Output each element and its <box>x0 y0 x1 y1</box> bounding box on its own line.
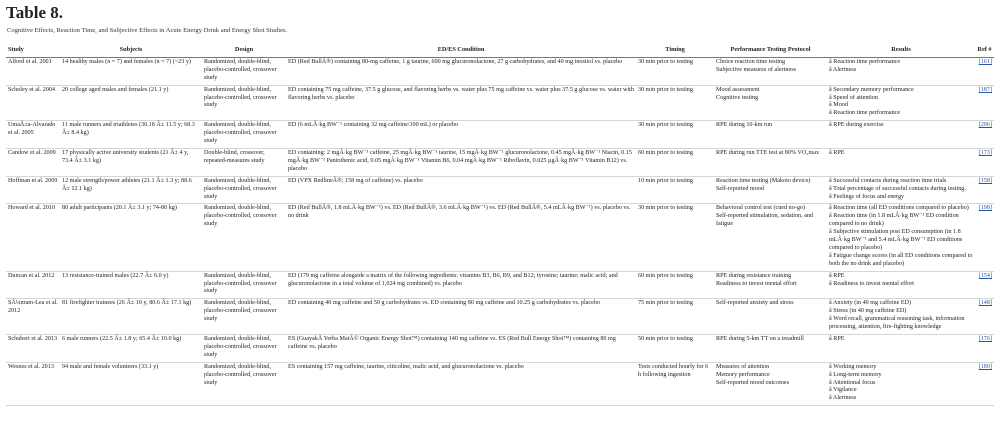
cell-results <box>827 204 975 271</box>
header-condition: ED/ES Condition <box>286 45 636 57</box>
cell-timing: Tests conducted hourly for 6 h following ingestion <box>636 362 714 406</box>
cell-design: Randomized, double-blind, placebo-controlled, crossover study <box>202 121 286 149</box>
cell-protocol <box>714 121 827 149</box>
cell-design: Randomized, double-blind, placebo-controlled, crossover study <box>202 271 286 299</box>
cell-design: Randomized, double-blind, placebo-controlled, crossover study <box>202 85 286 121</box>
protocol-line: Self-reported anxiety and stress <box>716 300 794 307</box>
header-timing: Timing <box>636 45 714 57</box>
results-line: â Long-term memory <box>829 371 882 378</box>
results-line: â Anxiety (in 40 mg caffeine ED) <box>829 300 912 307</box>
cell-ref <box>975 176 994 204</box>
cell-results <box>827 335 975 363</box>
table-row <box>6 85 994 121</box>
cell-results <box>827 271 975 299</box>
cell-ref <box>975 271 994 299</box>
cell-study: Scholey et al. 2004 <box>6 85 60 121</box>
cell-study: Schubert et al. 2013 <box>6 335 60 363</box>
cell-protocol <box>714 335 827 363</box>
cell-design: Randomized, double-blind, placebo-controlled, crossover study <box>202 299 286 335</box>
protocol-line: Subjective measures of alertness <box>716 66 796 73</box>
results-line: â Speed of attention <box>829 94 878 101</box>
studies-table <box>6 45 994 406</box>
cell-results <box>827 299 975 335</box>
results-line: â Word recall, grammatical reasoning task, information processing, attention, fire-fighting knowledge <box>829 316 965 331</box>
cell-condition: ED (Red BullÂ®, 1.8 mLÂ·kg BW⁻¹) vs. ED (Red BullÂ®, 3.6 mLÂ·kg BW⁻¹) vs. ED (Red BullÂ®, 5.4 mLÂ·kg BW⁻¹) vs. placebo vs. no drink <box>286 204 636 271</box>
reference-link[interactable]: [206] <box>978 122 992 129</box>
results-line: â Readiness to invest mental effort <box>829 280 914 287</box>
protocol-line: Behavioral control test (cued no-go) <box>716 205 806 212</box>
protocol-line: RPE during 5-km TT on a treadmill <box>716 336 804 342</box>
cell-timing: 50 min prior to testing <box>636 335 714 363</box>
cell-results <box>827 176 975 204</box>
protocol-line: Self-reported stimulation, sedation, and fatigue <box>716 213 814 228</box>
reference-link[interactable]: [148] <box>978 300 992 307</box>
cell-design: Randomized, double-blind, placebo-controlled, crossover study <box>202 57 286 85</box>
table-row <box>6 204 994 271</box>
protocol-line: Cognitive testing <box>716 94 759 101</box>
cell-condition: ES (GuayakÃ Yerba MatÃ© Organic Energy Shot™) containing 140 mg caffeine vs. ES (Red Bull Energy Shot™) containing 80 mg caffeine vs. placebo <box>286 335 636 363</box>
results-line: â Working memory <box>829 363 877 370</box>
table-row <box>6 121 994 149</box>
table-row <box>6 148 994 176</box>
page-title: Table 8. <box>6 3 64 22</box>
results-line: â Feelings of focus and energy <box>829 193 905 200</box>
results-line: â Reaction time (all ED conditions compared to placebo) <box>829 205 969 212</box>
cell-condition: ED (6 mLÂ·kg BW⁻¹ containing 32 mg caffeine/100 mL) or placebo <box>286 121 636 149</box>
cell-subjects: 20 college aged males and females (21.1 y) <box>60 85 202 121</box>
protocol-line: Self-reported mood <box>716 185 764 192</box>
cell-design: Randomized, double-blind, placebo-controlled, crossover study <box>202 176 286 204</box>
cell-results <box>827 57 975 85</box>
table-row <box>6 362 994 406</box>
cell-protocol <box>714 85 827 121</box>
results-line: â RPE <box>829 336 845 342</box>
cell-ref <box>975 299 994 335</box>
cell-ref <box>975 362 994 406</box>
results-line: â Reaction time (in 1.8 mLÂ·kg BW⁻¹ ED condition compared to no drink) <box>829 213 959 228</box>
cell-study: Hoffman et al. 2009 <box>6 176 60 204</box>
cell-condition: ED (VPX RedlineÂ®; 158 mg of caffeine) vs. placebo <box>286 176 636 204</box>
results-line: â Total percentage of successful contacts during testing. <box>829 185 966 192</box>
header-protocol: Performance Testing Protocol <box>714 45 827 57</box>
protocol-line: Memory performance <box>716 371 770 378</box>
cell-ref <box>975 335 994 363</box>
cell-study: UmaÃ±a-Alvarado et al. 2005 <box>6 121 60 149</box>
results-line: â Alertness <box>829 395 857 402</box>
header-results: Results <box>827 45 975 57</box>
protocol-line: RPE during 10-km run <box>716 122 773 129</box>
results-line: â RPE <box>829 149 845 156</box>
cell-timing: 30 min prior to testing <box>636 85 714 121</box>
cell-protocol <box>714 299 827 335</box>
protocol-line: RPE during resistance training <box>716 272 792 279</box>
cell-condition: ED (179 mg caffeine alongside a matrix of the following ingredients: vitamins B3, B6, B9, and B12; tyrosine; taurine; malic acid; and glucuronolactone in a total volume of 1,024 mg combined) vs. placebo <box>286 271 636 299</box>
cell-subjects: 13 resistance-trained males (22.7 Â± 6.0 y) <box>60 271 202 299</box>
results-line: â RPE <box>829 272 845 279</box>
cell-subjects: 81 firefighter trainees (26 Â± 10 y, 80.6 Â± 17.1 kg) <box>60 299 202 335</box>
cell-ref <box>975 148 994 176</box>
cell-study: Alford et al. 2001 <box>6 57 60 85</box>
results-line: â Mood <box>829 102 848 109</box>
cell-protocol <box>714 176 827 204</box>
cell-timing: 30 min prior to testing <box>636 57 714 85</box>
table-row <box>6 335 994 363</box>
cell-design: Randomized, double-blind, placebo-controlled, crossover study <box>202 204 286 271</box>
cell-study: Duncan et al. 2012 <box>6 271 60 299</box>
cell-results <box>827 121 975 149</box>
header-study: Study <box>6 45 60 57</box>
table-body <box>6 57 994 405</box>
cell-timing: 30 min prior to testing <box>636 121 714 149</box>
protocol-line: Choice reaction time testing <box>716 58 786 65</box>
reference-link[interactable]: [161] <box>978 58 992 65</box>
cell-condition: ED containing 75 mg caffeine, 37.5 g glucose, and flavoring herbs vs. water plus 75 mg caffeine vs. water plus 37.5 g glucose vs. water with flavoring herbs vs. placebo <box>286 85 636 121</box>
results-line: â Reaction time performance <box>829 110 901 117</box>
cell-timing: 30 min prior to testing <box>636 204 714 271</box>
results-line: â Reaction time performance <box>829 58 901 65</box>
cell-condition: ED containing 40 mg caffeine and 50 g carbohydrates vs. ED containing 80 mg caffeine and 10.25 g carbohydrates vs. placebo <box>286 299 636 335</box>
reference-link[interactable]: [187] <box>978 86 992 93</box>
header-subjects: Subjects <box>60 45 202 57</box>
cell-ref <box>975 85 994 121</box>
cell-timing: 60 min prior to testing <box>636 271 714 299</box>
cell-results <box>827 85 975 121</box>
protocol-line: Mood assessment <box>716 86 760 93</box>
cell-ref <box>975 121 994 149</box>
cell-protocol <box>714 57 827 85</box>
table-row <box>6 299 994 335</box>
cell-subjects: 17 physically active university students (21 Â± 4 y, 73.4 Â± 3.1 kg) <box>60 148 202 176</box>
cell-subjects: 6 male runners (22.5 Â± 1.8 y; 65.4 Â± 10.0 kg) <box>60 335 202 363</box>
reference-link[interactable]: [198] <box>978 205 992 212</box>
results-line: â Fatigue change scores (in all ED conditions compared to both the no drink and placebo) <box>829 252 973 267</box>
cell-study: SÃ¼nram-Lea et al. 2012 <box>6 299 60 335</box>
cell-protocol <box>714 148 827 176</box>
cell-study: Wesnes et al. 2013 <box>6 362 60 406</box>
results-line: â Stress (in 40 mg caffeine ED) <box>829 308 907 315</box>
header-ref: Ref # <box>975 45 994 57</box>
cell-results <box>827 148 975 176</box>
cell-protocol <box>714 362 827 406</box>
table-row <box>6 57 994 85</box>
cell-timing: 60 min prior to testing <box>636 148 714 176</box>
cell-condition: ED (Red BullÂ®) containing 80-mg caffeine, 1 g taurine, 600 mg glucuronolactone, 27 g carbohydrates, and 40 mg inositol vs. placebo <box>286 57 636 85</box>
reference-link[interactable]: [173] <box>978 149 992 156</box>
table-caption: Cognitive Effects, Reaction Time, and Subjective Effects in Acute Energy Drink and Energy Shot Studies. <box>7 27 288 34</box>
cell-subjects: 80 adult participants (20.1 Â± 3.1 y; 74-80 kg) <box>60 204 202 271</box>
cell-design: Randomized, double-blind, placebo-controlled, crossover study <box>202 362 286 406</box>
cell-design: Randomized, double-blind, placebo-controlled, crossover study <box>202 335 286 363</box>
cell-ref <box>975 57 994 85</box>
table-row <box>6 271 994 299</box>
results-line: â RPE during exercise <box>829 122 884 129</box>
protocol-line: Reaction time testing (Makoto device) <box>716 177 811 184</box>
reference-link[interactable]: [189] <box>978 363 992 370</box>
cell-subjects: 12 male strength/power athletes (21.1 Â± 1.3 y; 88.6 Â± 12.1 kg) <box>60 176 202 204</box>
cell-protocol <box>714 271 827 299</box>
results-line: â Alertness <box>829 66 857 73</box>
protocol-line: Measures of attention <box>716 363 770 370</box>
protocol-line: Self-reported mood outcomes <box>716 379 789 386</box>
cell-timing: 75 min prior to testing <box>636 299 714 335</box>
results-line: â Successful contacts during reaction time trials <box>829 177 947 184</box>
table-row <box>6 176 994 204</box>
results-line: â Vigilance <box>829 387 857 394</box>
cell-subjects: 14 healthy males (n = 7) and females (n = 7) (~23 y) <box>60 57 202 85</box>
cell-design: Double-blind, crossover, repeated-measures study <box>202 148 286 176</box>
protocol-line: Readiness to invest mental effort <box>716 280 797 287</box>
cell-ref <box>975 204 994 271</box>
cell-protocol <box>714 204 827 271</box>
cell-condition: ED containing: 2 mgÂ·kg BW⁻¹ caffeine, 25 mgÂ·kg BW⁻¹ taurine, 15 mgÂ·kg BW⁻¹ glucuronolactone, 0.45 mgÂ·kg BW⁻¹ Niacin, 0.15 mgÂ·kg BW⁻¹ Pantothenic acid, 0.05 mgÂ·kg BW⁻¹ Vitamin B6, 0.04 mgÂ·kg BW⁻¹ Riboflavin, 0.025 µgÂ·kg BW⁻¹ Vitamin B12) vs. placebo <box>286 148 636 176</box>
header-design: Design <box>202 45 286 57</box>
cell-subjects: 94 male and female volunteers (33.1 y) <box>60 362 202 406</box>
cell-subjects: 11 male runners and triathletes (30.18 Â± 11.5 y; 68.3 Â± 8.4 kg) <box>60 121 202 149</box>
results-line: â Subjective stimulation post ED consumption (in 1.8 mLÂ·kg BW⁻¹ and 5.4 mLÂ·kg BW⁻¹ ED conditions compared to placebo) <box>829 229 963 251</box>
protocol-line: RPE during run TTE test at 80% VO₂max <box>716 149 820 156</box>
reference-link[interactable]: [158] <box>978 177 992 184</box>
cell-condition: ES containing 157 mg caffeine, taurine, citicoline, malic acid, and glucuronolactone vs. placebo <box>286 362 636 406</box>
reference-link[interactable]: [176] <box>978 336 992 342</box>
table-header-row <box>6 45 994 57</box>
reference-link[interactable]: [154] <box>978 272 992 279</box>
results-line: â Secondary memory performance <box>829 86 914 93</box>
cell-study: Howard et al. 2010 <box>6 204 60 271</box>
results-line: â Attentional focus <box>829 379 876 386</box>
cell-study: Candow et al. 2009 <box>6 148 60 176</box>
cell-results <box>827 362 975 406</box>
cell-timing: 10 min prior to testing <box>636 176 714 204</box>
